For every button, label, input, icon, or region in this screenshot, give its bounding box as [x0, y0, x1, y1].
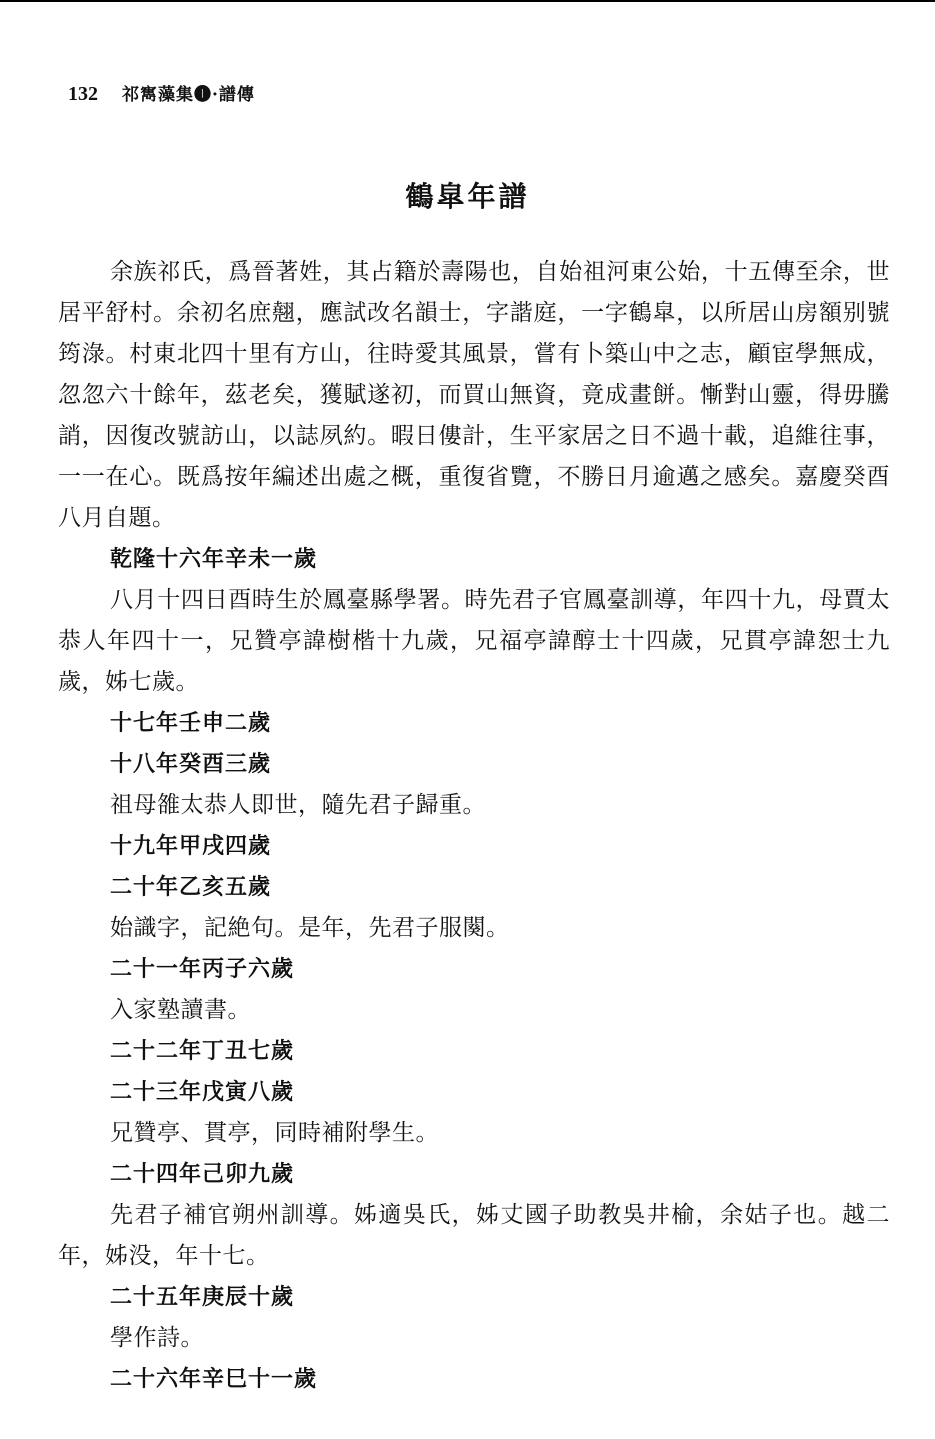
- top-border-rule: [0, 0, 935, 2]
- year-heading: 二十六年辛巳十一歲: [110, 1367, 318, 1392]
- year-heading: 二十二年丁丑七歲: [110, 1039, 295, 1064]
- year-entry: 始識字，記絶句。是年，先君子服闋。: [110, 915, 510, 941]
- year-heading: 二十三年戊寅八歲: [110, 1080, 295, 1105]
- body-text: [58, 252, 890, 1400]
- year-entry: 先君子補官朔州訓導。姊適吳氏，姊丈國子助教吳井榆，余姑子也。越二年，姊没，年十七。: [58, 1202, 890, 1269]
- year-entry: 八月十四日酉時生於鳳臺縣學署。時先君子官鳳臺訓導，年四十九，母賈太恭人年四十一，兄贊亭諱樹楷十九歲，兄福亭諱醇士十四歲，兄貫亭諱恕士九歲，姊七歲。: [58, 587, 890, 695]
- chapter-title: 鶴皐年譜: [405, 180, 530, 213]
- year-heading: 二十年乙亥五歲: [110, 875, 272, 900]
- page-number: 132: [68, 83, 98, 105]
- year-heading: 乾隆十六年辛未一歲: [110, 547, 318, 572]
- year-heading: 二十五年庚辰十歲: [110, 1285, 295, 1310]
- preface-paragraph: 余族祁氏，爲晉著姓，其占籍於壽陽也，自始祖河東公始，十五傳至余，世居平舒村。余初名庶翹，應試改名韻士，字諧庭，一字鶴皐，以所居山房額别號筠淥。村東北四十里有方山，往時愛其風景，嘗有卜築山中之志，顧宦學無成，忽忽六十餘年，茲老矣，獲賦遂初，而買山無資，竟成畫餅。慚對山靈，得毋騰誚，因復改號訪山，以誌夙約。暇日僂計，生平家居之日不過十載，追維往事，一一在心。既爲按年編述出處之概，重復省覽，不勝日月逾邁之感矣。嘉慶癸酉八月自題。: [58, 259, 890, 531]
- year-entry: 祖母雒太恭人即世，隨先君子歸重。: [110, 792, 486, 818]
- year-entry: 入家塾讀書。: [110, 997, 251, 1023]
- year-heading: 二十一年丙子六歲: [110, 957, 295, 982]
- year-entry: 學作詩。: [110, 1325, 204, 1351]
- year-heading: 十九年甲戌四歲: [110, 834, 272, 859]
- running-title: 祁寯藻集❶·譜傳: [122, 85, 255, 105]
- page-header: [68, 80, 255, 106]
- year-entry: 兄贊亭、貫亭，同時補附學生。: [110, 1120, 439, 1146]
- year-heading: 十八年癸酉三歲: [110, 752, 272, 777]
- year-heading: 十七年壬申二歲: [110, 711, 272, 736]
- year-heading: 二十四年己卯九歲: [110, 1162, 295, 1187]
